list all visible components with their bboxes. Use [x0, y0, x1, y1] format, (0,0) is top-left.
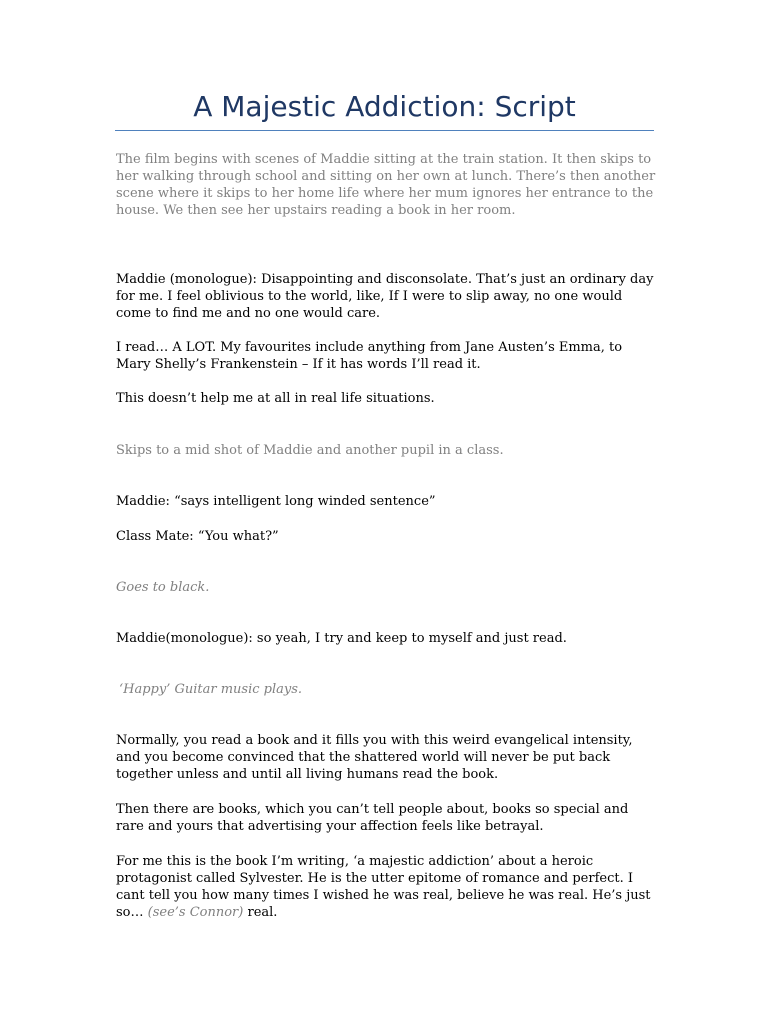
- stage-direction-class: Skips to a mid shot of Maddie and another pupil in a class.: [116, 443, 504, 458]
- page-title: A Majestic Addiction: Script: [193, 90, 576, 123]
- monologue-paragraph-3: This doesn’t help me at all in real life situations.: [116, 391, 435, 406]
- monologue-paragraph-5: Normally, you read a book and it fills you with this weird evangelical intensity, and you become convinced that the shattered world will never be put back together unless and until all living humans read the book.: [116, 733, 633, 782]
- monologue-paragraph-1: Maddie (monologue): Disappointing and disconsolate. That’s just an ordinary day for me. I feel oblivious to the world, like, If I were to slip away, no one would come to find me and no one would care.: [116, 272, 654, 321]
- stage-direction-music: ‘Happy’ Guitar music plays.: [119, 682, 303, 697]
- paragraph-7-aside: (see’s Connor): [147, 905, 244, 920]
- monologue-paragraph-2: I read… A LOT. My favourites include anything from Jane Austen’s Emma, to Mary Shelly’s Frankenstein – If it has words I’ll read it.: [116, 340, 623, 372]
- title-rule: [115, 130, 654, 131]
- monologue-paragraph-4: Maddie(monologue): so yeah, I try and keep to myself and just read.: [116, 631, 567, 646]
- scene-description-intro: The film begins with scenes of Maddie sitting at the train station. It then skips to her walking through school and sitting on her own at lunch. There’s then another scene where it skips to her home life where her mum ignores her entrance to the house. We then see her upstairs reading a book in her room.: [116, 152, 656, 218]
- stage-direction-black: Goes to black.: [116, 580, 210, 595]
- dialogue-line-maddie: Maddie: “says intelligent long winded sentence”: [116, 494, 436, 509]
- dialogue-line-classmate: Class Mate: “You what?”: [116, 529, 279, 544]
- paragraph-7-ending: real.: [247, 905, 278, 920]
- paragraph-7-main-text: For me this is the book I’m writing, ‘a majestic addiction’ about a heroic protagonist called Sylvester. He is the utter epitome of romance and perfect. I cant tell you how many times I wished he was real, believe he was real. He’s just so…: [116, 854, 651, 920]
- monologue-paragraph-7: [116, 853, 656, 921]
- monologue-paragraph-6: Then there are books, which you can’t tell people about, books so special and rare and yours that advertising your affection feels like betrayal.: [116, 802, 629, 834]
